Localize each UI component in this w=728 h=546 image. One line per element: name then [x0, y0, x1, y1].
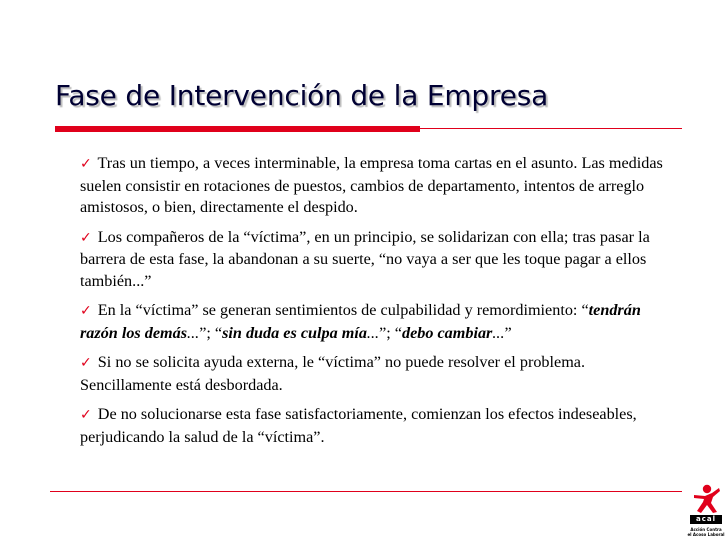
bullet-text: En la “víctima” se generan sentimientos de culpabilidad y remordimiento: “	[97, 301, 589, 319]
separator-text: ”; “	[199, 323, 223, 342]
quote-text: sin duda es culpa mía	[222, 323, 367, 342]
bullet-list	[80, 153, 680, 456]
quote-text: debo cambiar	[401, 323, 493, 342]
ellipsis-text: ...	[492, 323, 505, 342]
bullet-item	[80, 404, 680, 448]
bullet-item	[80, 352, 680, 396]
logo-tagline: el Acoso Laboral	[687, 532, 725, 537]
bullet-text: Tras un tiempo, a veces interminable, la empresa toma cartas en el asunto. Las medidas suelen consistir en rotaciones de puestos, cambios de departamento, intentos de arreglo amistosos, o bien, directamente el despido.	[80, 154, 663, 216]
quote-text: tendrán razón los demás	[80, 301, 641, 342]
logo-wordmark: acal	[690, 515, 722, 524]
slide-title: Fase de Intervención de la Empresa	[55, 79, 549, 112]
check-icon: ✓	[80, 303, 92, 319]
bullet-item	[80, 153, 680, 219]
bullet-text: Los compañeros de la “víctima”, en un principio, se solidarizan con ella; tras pasar la barrera de esta fase, la abandonan a su suerte, “no vaya a ser que les toque pagar a ellos también...”	[80, 227, 650, 290]
separator-text: ”; “	[379, 323, 402, 342]
check-icon: ✓	[80, 156, 92, 172]
footer-divider	[50, 491, 682, 492]
title-underline-line	[420, 128, 682, 129]
title-underline-bar	[55, 126, 420, 132]
check-icon: ✓	[80, 407, 92, 423]
bullet-text: De no solucionarse esta fase satisfactoriamente, comienzan los efectos indeseables, perjudicando la salud de la “víctima”.	[80, 405, 637, 446]
closing-quote-text: ”	[504, 323, 512, 342]
ellipsis-text: ...	[187, 323, 200, 342]
bullet-item	[80, 300, 680, 344]
logo-tagline: Acción Contra	[690, 527, 722, 532]
person-figure-icon	[690, 484, 722, 514]
ellipsis-text: ...	[366, 323, 380, 342]
check-icon: ✓	[80, 355, 92, 371]
acal-logo	[684, 484, 728, 546]
bullet-item	[80, 227, 680, 293]
bullet-text: Si no se solicita ayuda externa, le “víctima” no puede resolver el problema. Sencillamente está desbordada.	[80, 353, 586, 394]
check-icon: ✓	[80, 229, 92, 246]
